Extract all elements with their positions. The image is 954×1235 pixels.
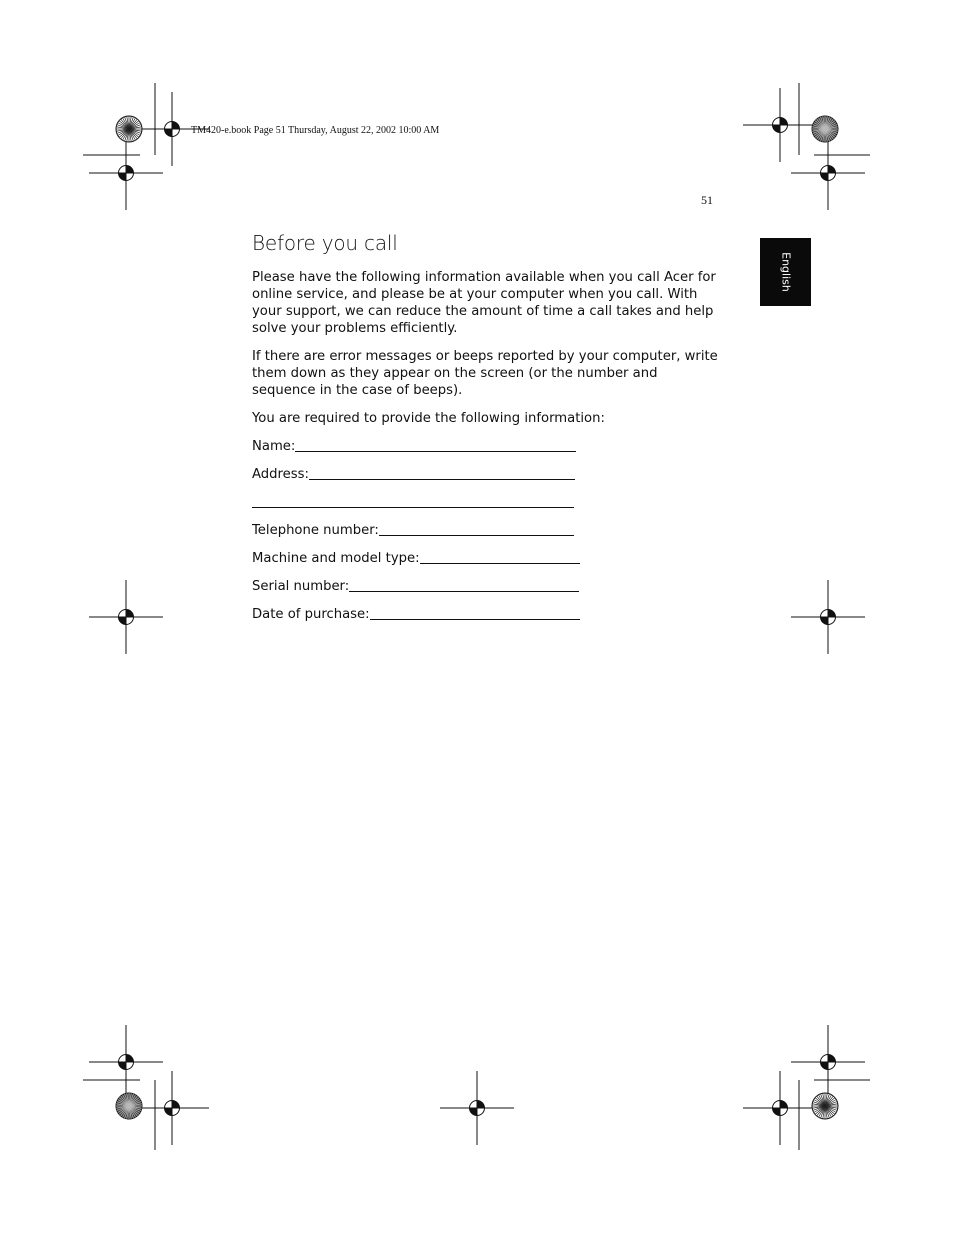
name-blank-line [295, 438, 576, 452]
address-blank-line [309, 466, 575, 480]
color-registration-wheel [116, 1093, 142, 1119]
language-tab-label: English [779, 252, 792, 292]
machine-model-field [252, 550, 722, 567]
registration-target [89, 136, 163, 210]
telephone-blank-line [379, 522, 574, 536]
registration-target [743, 1071, 817, 1145]
purchase-date-blank-line [370, 606, 580, 620]
address-field [252, 466, 722, 483]
book-slug-line: TM420-e.book Page 51 Thursday, August 22, 2002 10:00 AM [191, 125, 440, 136]
machine-model-blank-line [420, 550, 580, 564]
registration-target [135, 1071, 209, 1145]
address-line-2-field [252, 494, 722, 511]
address-label: Address: [252, 467, 309, 482]
error-paragraph: If there are error messages or beeps reported by your computer, write them down as they appear on the screen (or the number and sequence in the case of beeps). [252, 349, 718, 398]
intro-paragraph: Please have the following information available when you call Acer for online service, and please be at your computer when you call. With your support, we can reduce the amount of time a call takes and help solve your problems efficiently. [252, 270, 716, 336]
address-line-2-blank-line [252, 494, 574, 508]
color-registration-wheel [812, 116, 838, 142]
registration-target [743, 88, 817, 162]
registration-target [440, 1071, 514, 1145]
machine-model-label: Machine and model type: [252, 551, 420, 566]
required-info-paragraph: You are required to provide the following information: [252, 411, 605, 426]
name-field [252, 438, 722, 455]
serial-number-label: Serial number: [252, 579, 350, 594]
telephone-label: Telephone number: [252, 523, 379, 538]
color-registration-wheel [812, 1093, 838, 1119]
registration-target [89, 1025, 163, 1099]
purchase-date-field [252, 606, 722, 623]
registration-target [791, 136, 865, 210]
color-registration-wheel [116, 116, 142, 142]
registration-target [791, 580, 865, 654]
telephone-field [252, 522, 722, 539]
purchase-date-label: Date of purchase: [252, 607, 370, 622]
registration-target [89, 580, 163, 654]
serial-number-field [252, 578, 722, 595]
main-content [252, 231, 722, 634]
serial-number-blank-line [349, 578, 579, 592]
registration-target [791, 1025, 865, 1099]
page-number: 51 [701, 193, 713, 207]
section-title: Before you call [252, 231, 398, 255]
language-tab [760, 238, 811, 306]
name-label: Name: [252, 439, 296, 454]
